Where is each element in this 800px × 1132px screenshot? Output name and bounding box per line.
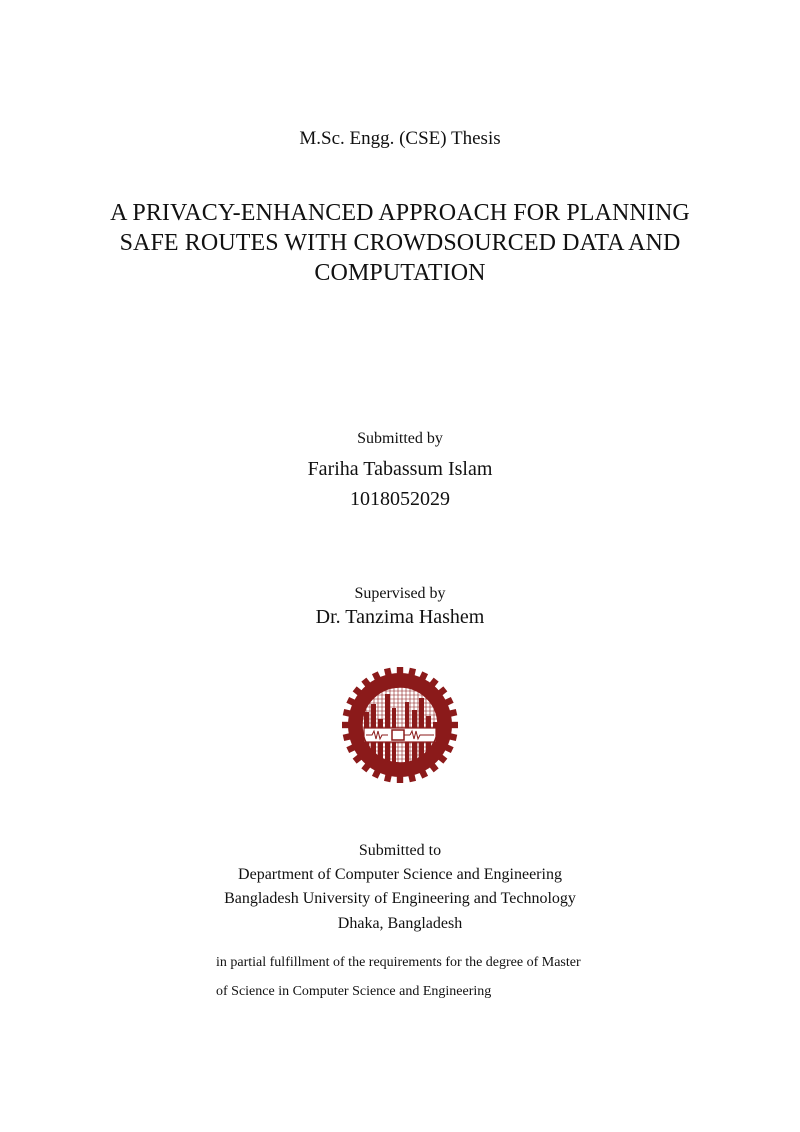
university-location: Dhaka, Bangladesh: [337, 915, 463, 932]
submitted-by-label: Submitted by: [357, 430, 443, 447]
thesis-title-line-1: A PRIVACY-ENHANCED APPROACH FOR PLANNING: [110, 200, 690, 226]
author-name: Fariha Tabassum Islam: [307, 458, 493, 480]
department-name: Department of Computer Science and Engineering: [238, 866, 562, 883]
thesis-title-line-2: SAFE ROUTES WITH CROWDSOURCED DATA AND: [119, 230, 681, 256]
fulfillment-statement-line-2: of Science in Computer Science and Engineering: [216, 984, 492, 999]
degree-label: M.Sc. Engg. (CSE) Thesis: [299, 128, 501, 149]
supervisor-name: Dr. Tanzima Hashem: [315, 606, 485, 628]
student-id: 1018052029: [350, 488, 450, 510]
university-name: Bangladesh University of Engineering and Technology: [224, 890, 576, 907]
supervised-by-label: Supervised by: [354, 585, 446, 602]
thesis-title: [0, 198, 800, 288]
buet-logo-icon: [342, 664, 458, 786]
submitted-to-label: Submitted to: [358, 842, 442, 859]
thesis-title-line-3: COMPUTATION: [314, 260, 486, 286]
fulfillment-statement-line-1: in partial fulfillment of the requirements for the degree of Master: [216, 955, 581, 970]
